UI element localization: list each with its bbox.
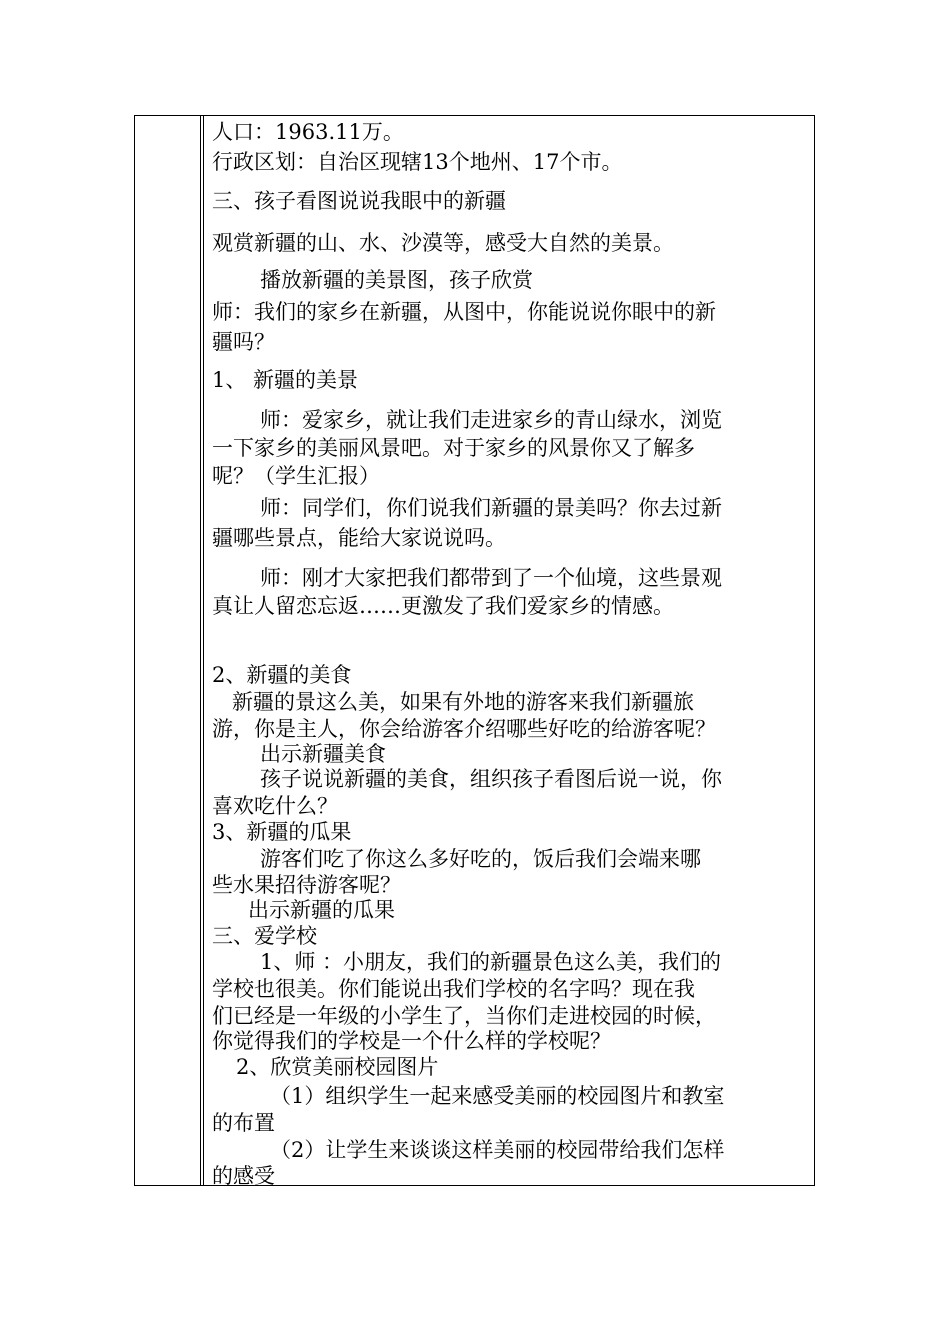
text-line: 出示新疆美食	[260, 742, 386, 766]
text-line: 呢？（学生汇报）	[212, 464, 380, 488]
text-line: 出示新疆的瓜果	[248, 898, 395, 922]
text-line: （2）让学生来谈谈这样美丽的校园带给我们怎样	[270, 1138, 725, 1162]
text-line: 你觉得我们的学校是一个什么样的学校呢？	[212, 1029, 611, 1053]
subsection-heading: 2、新疆的美食	[212, 663, 352, 687]
text-line: 游客们吃了你这么多好吃的，饭后我们会端来哪	[260, 847, 701, 871]
text-line: （1）组织学生一起来感受美丽的校园图片和教室	[270, 1084, 725, 1108]
text-line: 些水果招待游客呢？	[212, 873, 401, 897]
section-heading: 三、孩子看图说说我眼中的新疆	[212, 189, 506, 213]
text-line: 行政区划：自治区现辖13个地州、17个市。	[212, 150, 623, 174]
text-line: 一下家乡的美丽风景吧。对于家乡的风景你又了解多	[212, 436, 695, 460]
text-line: 学校也很美。你们能说出我们学校的名字吗？现在我	[212, 977, 695, 1001]
text-line: 游，你是主人，你会给游客介绍哪些好吃的给游客呢？	[212, 717, 716, 741]
lesson-table	[134, 115, 815, 1186]
text-line: 播放新疆的美景图，孩子欣赏	[260, 268, 533, 292]
text-line: 人口：1963.11万。	[212, 120, 404, 144]
text-line: 们已经是一年级的小学生了，当你们走进校园的时候，	[212, 1004, 716, 1028]
subsection-heading: 2、欣赏美丽校园图片	[236, 1055, 439, 1079]
text-line: 观赏新疆的山、水、沙漠等，感受大自然的美景。	[212, 231, 674, 255]
subsection-heading: 1、 新疆的美景	[212, 368, 359, 392]
subsection-heading: 3、新疆的瓜果	[212, 820, 352, 844]
text-line: 喜欢吃什么？	[212, 794, 338, 818]
text-line: 的布置	[212, 1111, 275, 1135]
text-line: 新疆的景这么美，如果有外地的游客来我们新疆旅	[232, 690, 694, 714]
section-heading: 三、爱学校	[212, 924, 317, 948]
text-line: 师：我们的家乡在新疆，从图中，你能说说你眼中的新	[212, 300, 716, 324]
text-line: 师：爱家乡，就让我们走进家乡的青山绿水，浏览	[260, 408, 722, 432]
text-line: 师：刚才大家把我们都带到了一个仙境，这些景观	[260, 566, 722, 590]
text-line: 孩子说说新疆的美食，组织孩子看图后说一说，你	[260, 767, 722, 791]
text-line: 疆哪些景点，能给大家说说吗。	[212, 526, 506, 550]
column-divider	[200, 116, 201, 1185]
column-divider	[203, 116, 204, 1185]
text-line: 师：同学们，你们说我们新疆的景美吗？你去过新	[260, 496, 722, 520]
text-line: 真让人留恋忘返……更激发了我们爱家乡的情感。	[212, 594, 674, 618]
text-line: 1、师 ：小朋友，我们的新疆景色这么美，我们的	[260, 950, 722, 974]
text-line: 的感受	[212, 1164, 275, 1188]
text-line: 疆吗？	[212, 330, 275, 354]
